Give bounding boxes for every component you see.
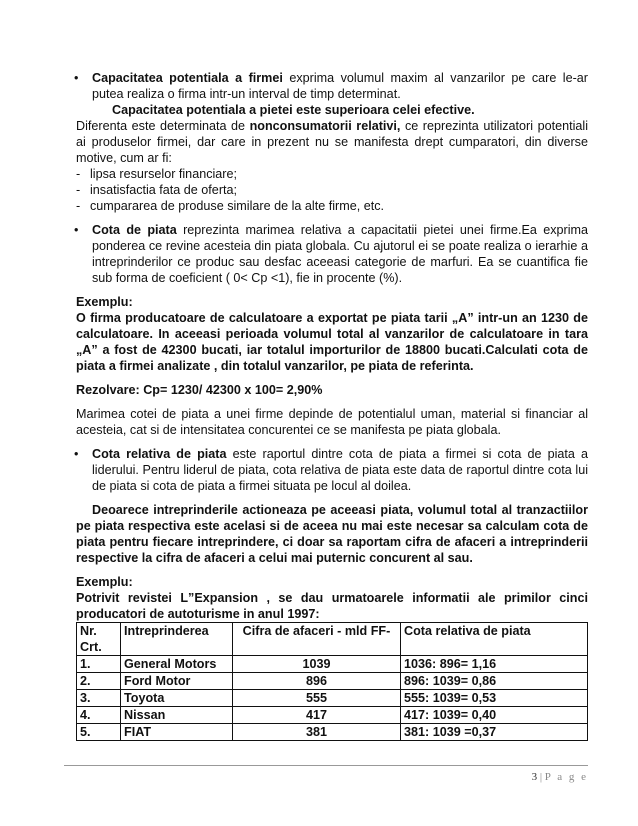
bullet-dot-icon: • [74,223,79,237]
term-cota-relativa: Cota relativa de piata [92,447,227,461]
footer-divider [64,765,588,766]
document-page [76,70,588,741]
paragraph-deoarece: Deoarece intreprinderile actioneaza pe aceeasi piata, volumul total al tranzactiilor pe piata respectiva este acelasi si de aceea nu mai este necesar sa calculam cota de piata pentru fiecare intreprindere, ci doar sa raportam cifra de afaceri a intreprinderii respective la cifra de afaceri a celui mai puternic concurent al sau. [76,503,588,565]
bullet-cota-de-piata [76,222,588,286]
header-intreprinderea: Intreprinderea [121,623,233,656]
example-2-title: Exemplu: [76,575,133,589]
table-row: 4. Nissan 417 417: 1039= 0,40 [77,707,588,724]
page-number: 3 [531,771,538,783]
table-row: 5. FIAT 381 381: 1039 =0,37 [77,724,588,741]
definition-text: este raportul dintre cota de piata a firmei si cota de piata a liderului. Pentru liderul de piata, cota relativa de piata este data de raportul dintre cota lui de piata si cota de piata a firmei situata pe locul al doilea. [92,447,588,493]
page-footer: 3 | P a g e [531,771,588,783]
solution: Rezolvare: Cp= 1230/ 42300 x 100= 2,90% [76,383,323,397]
term-capacitatea-firmei: Capacitatea potentiala a firmei [92,71,283,85]
table-row: 3. Toyota 555 555: 1039= 0,53 [77,690,588,707]
reason-item: - lipsa resurselor financiare; [76,167,237,181]
definition-text: reprezinta marimea relativa a capacitatii pietei unei firme.Ea exprima ponderea ce revine acesteia din piata globala. Cu ajutorul ei se poate realiza o ierarhie a intreprinderilor ce produc sau desfac aceeasi categorie de marfuri. Ea se cuantifica fie sub forma de coeficient ( 0< Cp <1), fie in procente (%). [92,223,588,285]
header-nr: Nr. Crt. [77,623,121,656]
reason-item: - insatisfactia fata de oferta; [76,183,238,197]
page-label: P a g e [544,771,588,783]
term-cota-de-piata: Cota de piata [92,223,177,237]
paragraph-diferenta: Diferenta este determinata de nonconsumatorii relativi, ce reprezinta utilizatori potentiali ai produselor firmei, dar care in prezent nu se manifesta drept cumparatori, din diverse motive, cum ar fi: [76,119,588,165]
table-row: 2. Ford Motor 896 896: 1039= 0,86 [77,673,588,690]
header-cota: Cota relativa de piata [401,623,588,656]
subheading-capacitatea-pietei: Capacitatea potentiala a pietei este superioara celei efective. [112,103,475,117]
bullet-capacitatea-firmei [76,70,588,102]
example-2-text: Potrivit revistei L”Expansion , se dau urmatoarele informatii ale primilor cinci producatori de autoturisme in anul 1997: [76,591,588,621]
definition-text: exprima volumul maxim al vanzarilor pe care le-ar putea realiza o firma intr-un interval de timp determinat. [92,71,588,101]
header-cifra: Cifra de afaceri - mld FF- [233,623,401,656]
paragraph-marimea: Marimea cotei de piata a unei firme depinde de potentialul uman, material si financiar al acesteia, cat si de intensitatea concurentei ce se manifesta pe piata globala. [76,407,588,437]
example-1-text: O firma producatoare de calculatoare a exportat pe piata tarii „A” intr-un an 1230 de calculatoare. In aceeasi perioada volumul total al vanzarilor de calculatoare in tara „A” a fost de 42300 bucati, iar totalul importurilor de 18800 bucati.Calculati cota de piata a firmei analizate , din totalul vanzarilor, pe piata de referinta. [76,311,588,373]
table-row: 1. General Motors 1039 1036: 896= 1,16 [77,656,588,673]
bullet-cota-relativa [76,446,588,494]
reason-item: - cumpararea de produse similare de la alte firme, etc. [76,199,384,213]
example-1-title: Exemplu: [76,295,133,309]
table-header-row [77,623,588,656]
bullet-dot-icon: • [74,71,79,85]
manufacturers-table [76,622,588,741]
term-nonconsumatori: nonconsumatorii relativi, [249,119,401,133]
bullet-dot-icon: • [74,447,79,461]
